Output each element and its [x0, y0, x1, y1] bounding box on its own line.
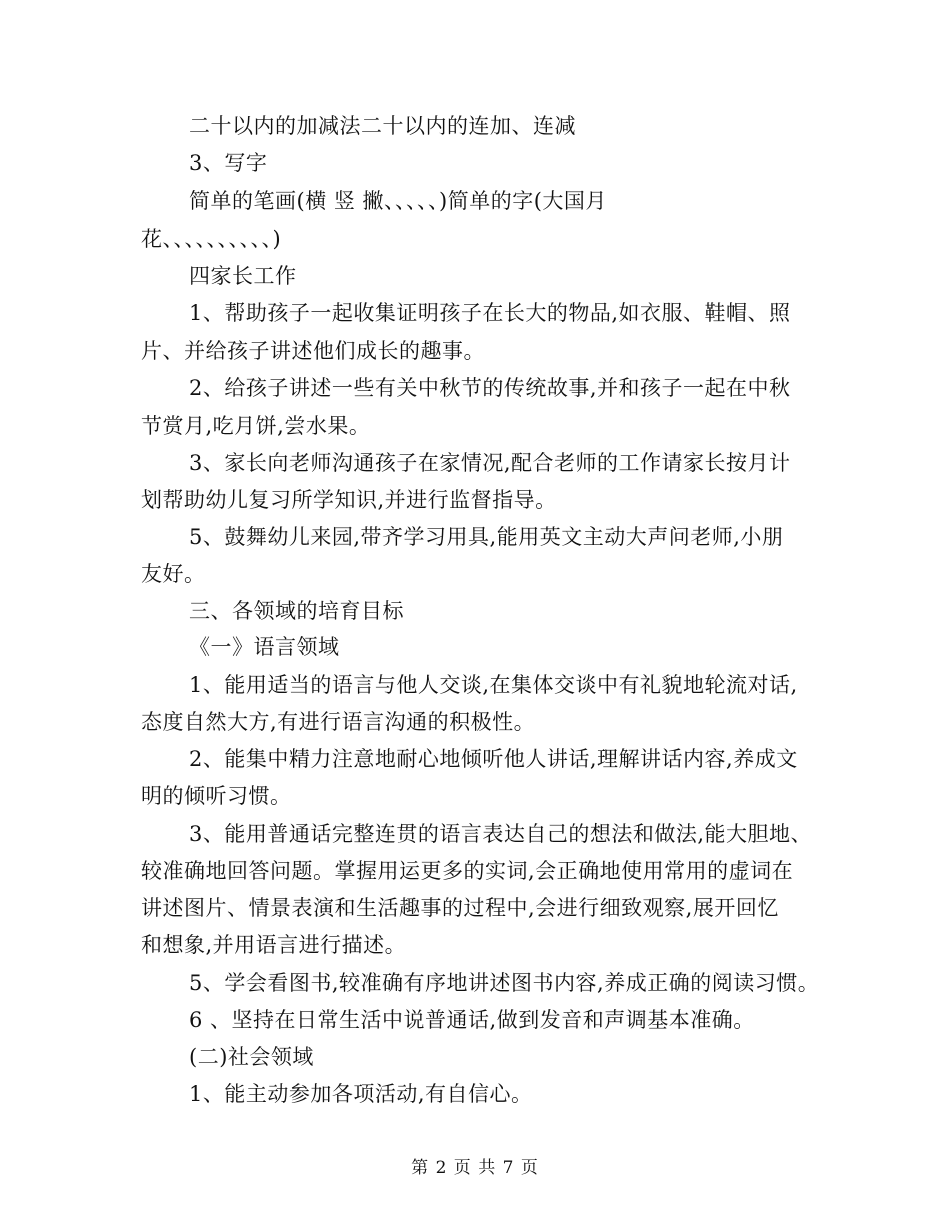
text-line: 6 、坚持在日常生活中说普通话,做到发音和声调基本准确。	[189, 1008, 755, 1032]
text-line: 态度自然大方,有进行语言沟通的积极性。	[141, 710, 536, 734]
text-line: 讲述图片、情景表演和生活趣事的过程中,会进行细致观察,展开回忆	[141, 896, 779, 920]
text-line: 明的倾听习惯。	[141, 784, 292, 808]
section-heading: 四家长工作	[189, 264, 297, 288]
text-line: 简单的笔画(横 竖 撇、、、、、)简单的字(大国月	[189, 189, 607, 213]
text-line: 1、能用适当的语言与他人交谈,在集体交谈中有礼貌地轮流对话,	[189, 673, 798, 697]
text-line: 1、帮助孩子一起收集证明孩子在长大的物品,如衣服、鞋帽、照	[189, 301, 791, 325]
text-line: 3、能用普通话完整连贯的语言表达自己的想法和做法,能大胆地、	[189, 822, 813, 846]
text-line: 和想象,并用语言进行描述。	[141, 933, 407, 957]
page-number-footer: 第 2 页 共 7 页	[411, 1158, 539, 1178]
text-line: 友好。	[141, 562, 206, 586]
text-line: 划帮助幼儿复习所学知识,并进行监督指导。	[141, 488, 557, 512]
section-heading: 三、各领域的培育目标	[189, 599, 404, 623]
section-heading: 《一》语言领域	[189, 635, 340, 659]
text-line: 5、鼓舞幼儿来园,带齐学习用具,能用英文主动大声问老师,小朋	[189, 525, 784, 549]
text-line: 节赏月,吃月饼,尝水果。	[141, 414, 371, 438]
text-line: 片、并给孩子讲述他们成长的趣事。	[141, 339, 485, 363]
text-line: 3、家长向老师沟通孩子在家情况,配合老师的工作请家长按月计	[189, 451, 791, 475]
text-line: 二十以内的加减法二十以内的连加、连减	[189, 114, 576, 138]
section-heading: 3、写字	[189, 151, 268, 175]
text-line: 较准确地回答问题。掌握用运更多的实词,会正确地使用常用的虚词在	[141, 859, 794, 883]
text-line: 花、、、、、、、、、、)	[141, 227, 282, 251]
section-heading: (二)社会领域	[189, 1045, 314, 1069]
text-line: 2、能集中精力注意地耐心地倾听他人讲话,理解讲话内容,养成文	[189, 747, 798, 771]
text-line: 1、能主动参加各项活动,有自信心。	[189, 1082, 533, 1106]
text-line: 5、学会看图书,较准确有序地讲述图书内容,养成正确的阅读习惯。	[189, 971, 820, 995]
text-line: 2、给孩子讲述一些有关中秋节的传统故事,并和孩子一起在中秋	[189, 376, 791, 400]
